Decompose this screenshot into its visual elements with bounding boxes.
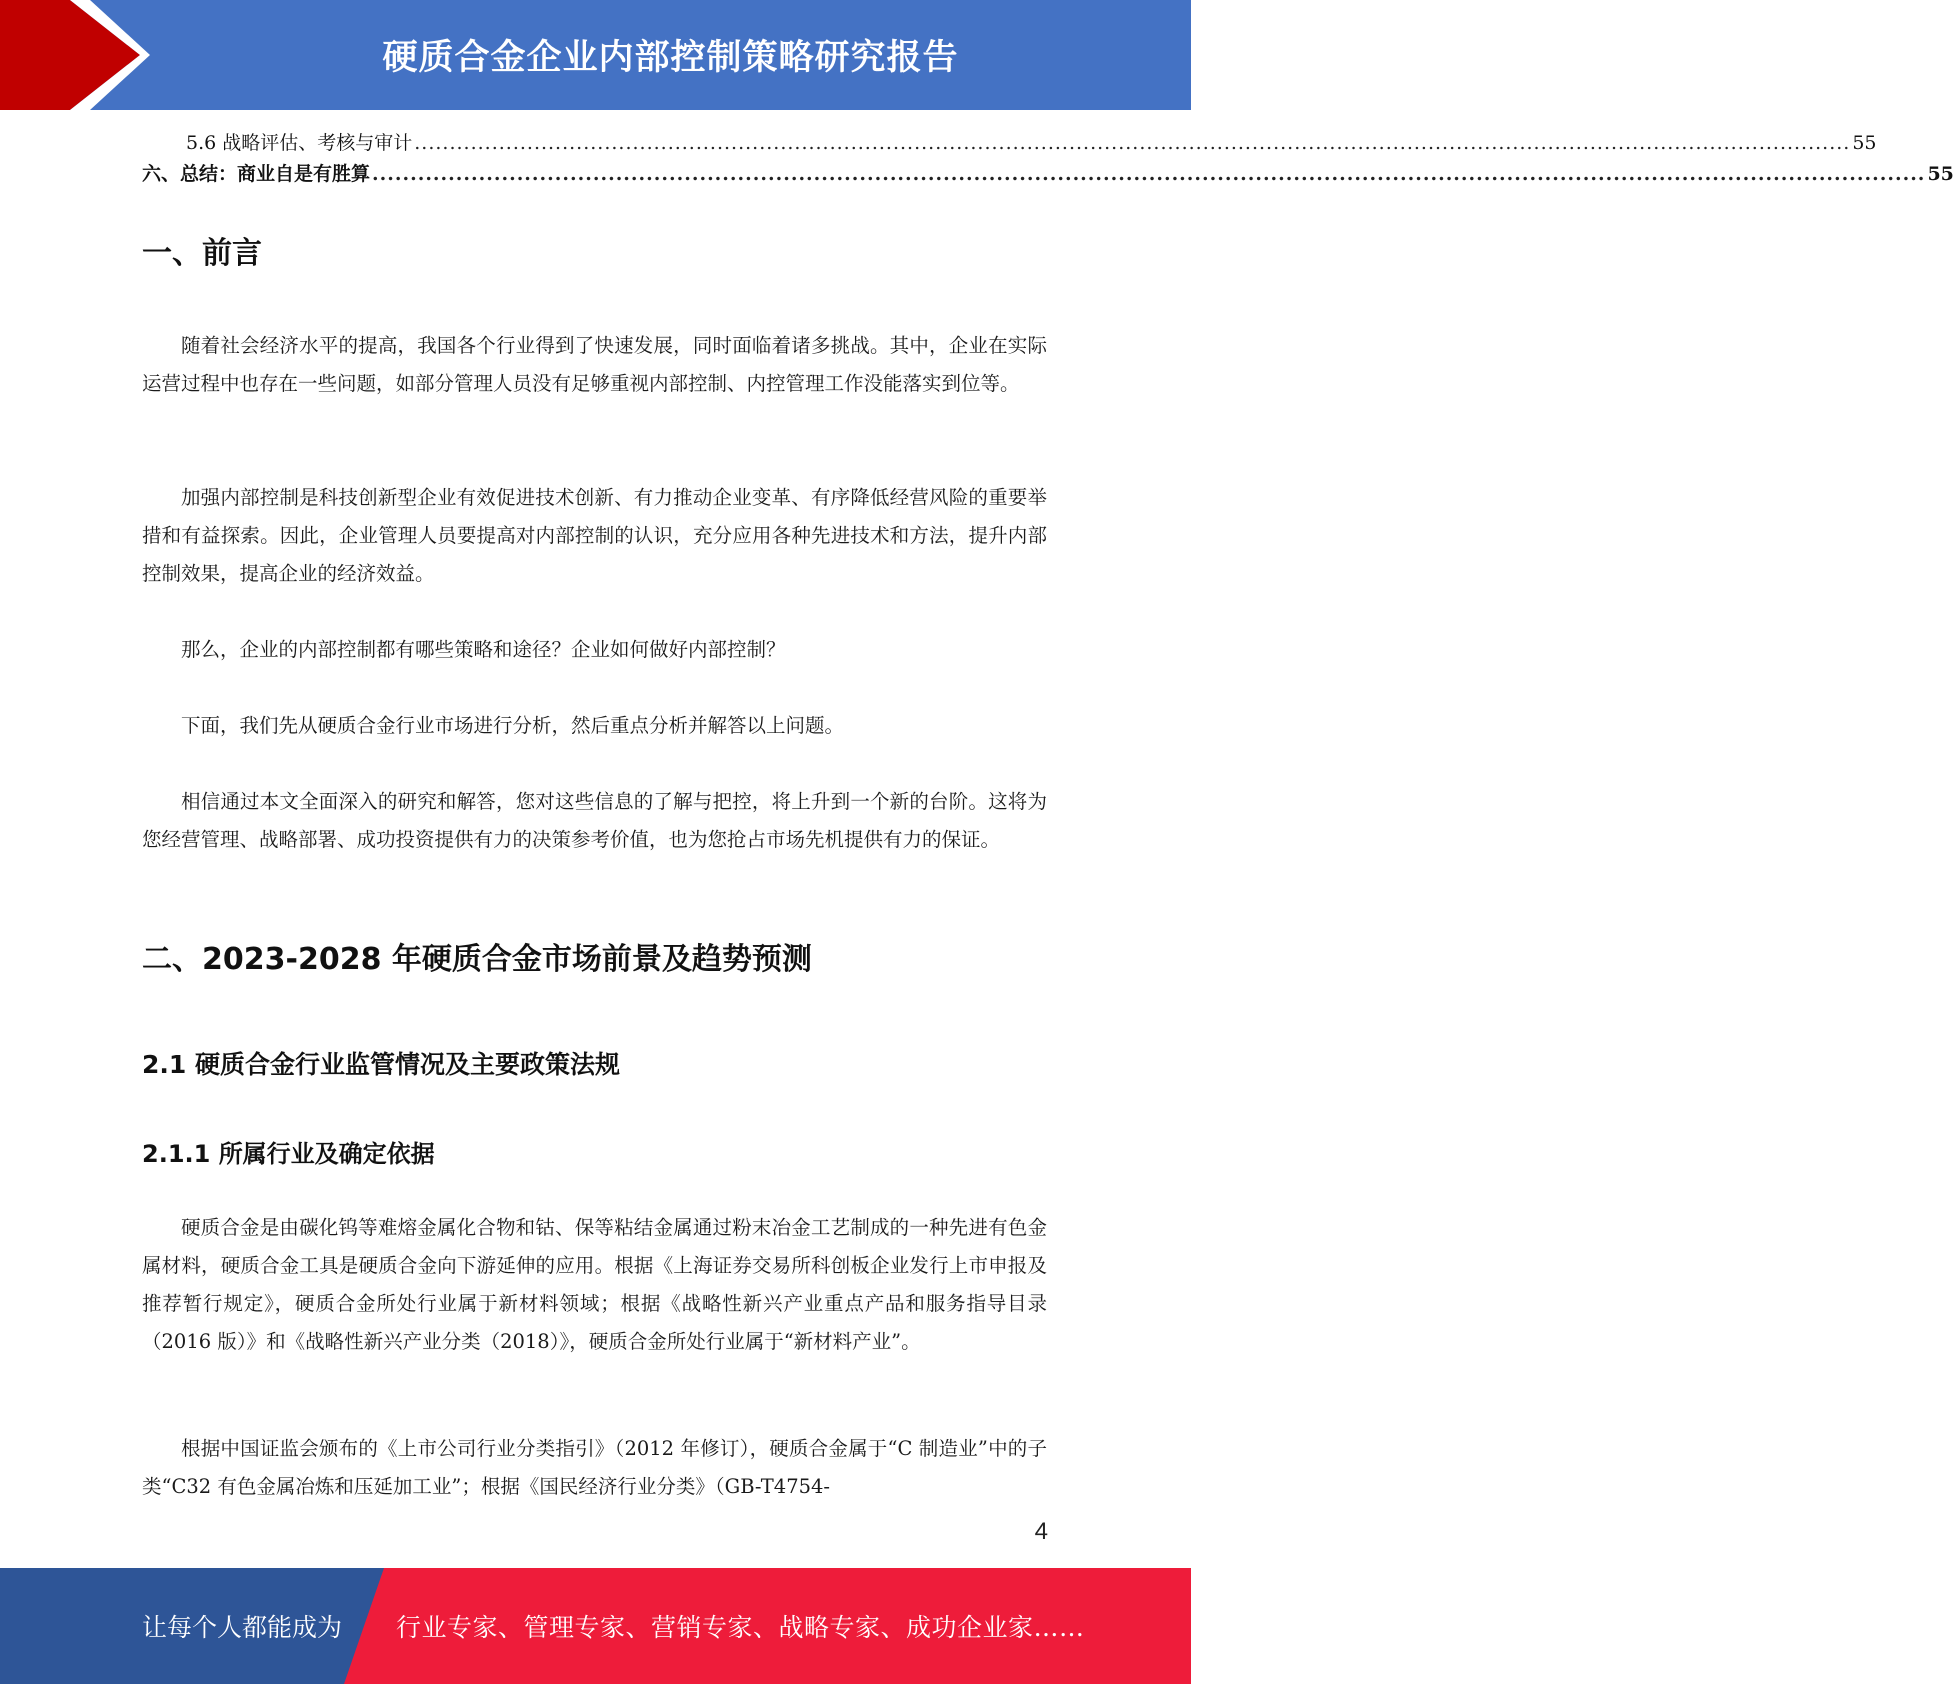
body-paragraph: 加强内部控制是科技创新型企业有效促进技术创新、有力推动企业变革、有序降低经营风险的重要举措和有益探索。因此，企业管理人员要提高对内部控制的认识，充分应用各种先进技术和方法，提升内部控制效果，提高企业的经济效益。 <box>142 486 1047 585</box>
subsection-heading-regulation: 2.1 硬质合金行业监管情况及主要政策法规 <box>142 1050 620 1079</box>
toc-entry-label: 5.6 战略评估、考核与审计 <box>186 132 413 154</box>
body-paragraph: 硬质合金是由碳化钨等难熔金属化合物和钴、保等粘结金属通过粉末冶金工艺制成的一种先进有色金属材料，硬质合金工具是硬质合金向下游延伸的应用。根据《上海证券交易所科创板企业发行上市申报及推荐暂行规定》，硬质合金所处行业属于新材料领域；根据《战略性新兴产业重点产品和服务指导目录（2016 版）》和《战略性新兴产业分类（2018）》，硬质合金所处行业属于“新材料产业”。 <box>142 1216 1047 1353</box>
body-paragraph: 下面，我们先从硬质合金行业市场进行分析，然后重点分析并解答以上问题。 <box>181 714 845 737</box>
body-paragraph: 那么，企业的内部控制都有哪些策略和途径？企业如何做好内部控制？ <box>181 638 786 661</box>
toc-entry-page: 55 <box>1852 132 1877 154</box>
section-heading-preface: 一、前言 <box>142 236 262 271</box>
footer-banner <box>0 1568 1191 1684</box>
section-heading-market-outlook: 二、2023-2028 年硬质合金市场前景及趋势预测 <box>142 942 812 977</box>
header-banner <box>0 0 1191 110</box>
toc-entry[interactable] <box>142 161 1954 187</box>
subsection-heading-industry-basis: 2.1.1 所属行业及确定依据 <box>142 1140 435 1168</box>
toc-entry-page: 55 <box>1927 163 1954 185</box>
page-number: 4 <box>1034 1518 1048 1545</box>
toc-entry-label: 六、总结：商业自是有胜算 <box>142 163 371 185</box>
body-paragraph: 相信通过本文全面深入的研究和解答，您对这些信息的了解与把控，将上升到一个新的台阶。这将为您经营管理、战略部署、成功投资提供有力的决策参考价值，也为您抢占市场先机提供有力的保证。 <box>142 790 1047 851</box>
report-title: 硬质合金企业内部控制策略研究报告 <box>382 38 959 78</box>
header-chevron-decoration <box>0 0 160 110</box>
toc-leader-dots: ............................................................................................................................................................................................................ <box>414 132 1851 154</box>
body-paragraph: 根据中国证监会颁布的《上市公司行业分类指引》（2012 年修订），硬质合金属于“C 制造业”中的子类“C32 有色金属冶炼和压延加工业”；根据《国民经济行业分类》（GB-T4754- <box>142 1437 1047 1498</box>
body-paragraph: 随着社会经济水平的提高，我国各个行业得到了快速发展，同时面临着诸多挑战。其中，企业在实际运营过程中也存在一些问题，如部分管理人员没有足够重视内部控制、内控管理工作没能落实到位等。 <box>142 334 1047 395</box>
footer-slogan-left: 让每个人都能成为 <box>142 1613 343 1642</box>
footer-slogan-right: 行业专家、管理专家、营销专家、战略专家、成功企业家…… <box>396 1613 1085 1642</box>
toc-entry[interactable] <box>186 130 1877 156</box>
toc-leader-dots: ............................................................................................................................................................................................................ <box>372 163 1926 185</box>
